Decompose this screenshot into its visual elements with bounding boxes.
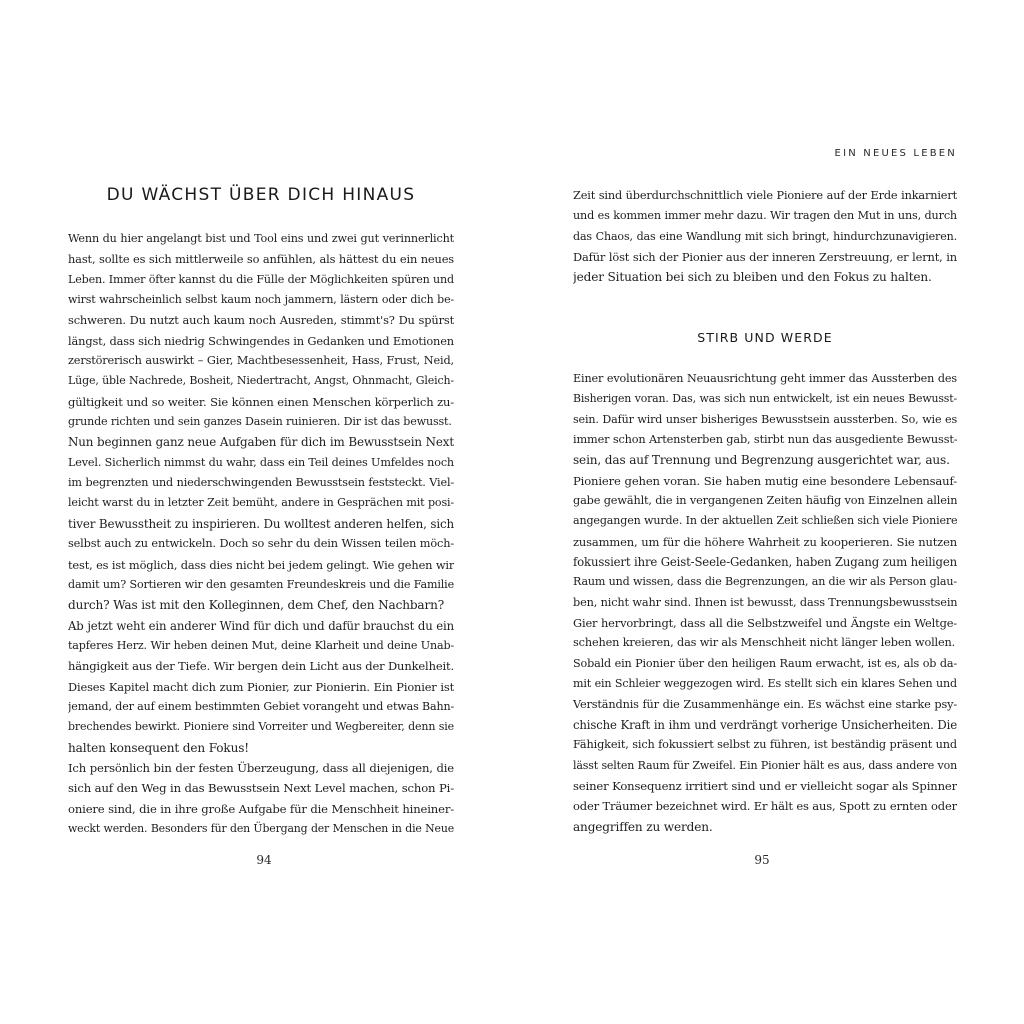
text-line: zusammen, um für die höhere Wahrheit zu kooperieren. Sie nutzen	[573, 534, 957, 549]
text-line: jeder Situation bei sich zu bleiben und den Fokus zu halten.	[573, 270, 932, 285]
text-line: fokussiert ihre Geist-Seele-Gedanken, haben Zugang zum heiligen	[573, 555, 957, 570]
text-line: Bisherigen voran. Das, was sich nun entwickelt, ist ein neues Bewusst-	[573, 392, 957, 406]
text-line: test, es ist möglich, dass dies nicht bei jedem gelingt. Wie gehen wir	[68, 557, 454, 572]
text-line: oder Träumer bezeichnet wird. Er hält es aus, Spott zu ernten oder	[573, 799, 957, 814]
chapter-title: DU WÄCHST ÜBER DICH HINAUS	[106, 185, 416, 205]
text-line: lässt selten Raum für Zweifel. Ein Pionier hält es aus, dass andere von	[573, 758, 957, 772]
page-number-right: 95	[754, 853, 770, 867]
text-line: mit ein Schleier weggezogen wird. Es stellt sich ein klares Sehen und	[573, 677, 957, 691]
text-line: Raum und wissen, dass die Begrenzungen, an die wir als Person glau-	[573, 575, 957, 589]
text-line: hängigkeit aus der Tiefe. Wir bergen dein Licht aus der Dunkelheit.	[68, 659, 454, 674]
text-line: grunde richten und sein ganzes Dasein ruinieren. Dir ist das bewusst.	[68, 415, 452, 429]
text-line: weckt werden. Besonders für den Übergang der Menschen in die Neue	[68, 821, 454, 835]
text-line: seiner Konsequenz irritiert sind und er vielleicht sogar als Spinner	[573, 778, 957, 793]
text-line: Verständnis für die Zusammenhänge ein. Es wächst eine starke psy-	[573, 697, 957, 711]
running-header: EIN NEUES LEBEN	[834, 148, 957, 159]
text-line: Ich persönlich bin der festen Überzeugung, dass all diejenigen, die	[68, 760, 454, 775]
text-line: im begrenzten und niederschwingenden Bewusstsein feststeckt. Viel-	[68, 476, 454, 490]
text-line: selbst auch zu entwickeln. Doch so sehr du dein Wissen teilen möch-	[68, 537, 454, 551]
text-line: Level. Sicherlich nimmst du wahr, dass ein Teil deines Umfeldes noch	[68, 455, 454, 469]
text-line: Fähigkeit, sich fokussiert selbst zu führen, ist beständig präsent und	[573, 738, 957, 752]
text-line: schehen kreieren, das wir als Menschheit nicht länger leben wollen.	[573, 636, 956, 650]
text-line: schweren. Du nutzt auch kaum noch Ausreden, stimmt's? Du spürst	[68, 313, 454, 328]
text-line: Zeit sind überdurchschnittlich viele Pioniere auf der Erde inkarniert	[573, 189, 957, 202]
right-body-text-top	[573, 186, 957, 288]
text-line: Einer evolutionären Neuausrichtung geht immer das Aussterben des	[573, 372, 957, 385]
text-line: Ab jetzt weht ein anderer Wind für dich und dafür brauchst du ein	[68, 618, 454, 633]
text-line: halten konsequent den Fokus!	[68, 740, 249, 755]
text-line: Gier hervorbringt, dass all die Selbstzweifel und Ängste ein Weltge-	[573, 616, 957, 631]
text-line: Nun beginnen ganz neue Aufgaben für dich im Bewusstsein Next	[68, 435, 454, 450]
text-line: jemand, der auf einem bestimmten Gebiet vorangeht und etwas Bahn-	[68, 699, 454, 713]
text-line: durch? Was ist mit den Kolleginnen, dem Chef, den Nachbarn?	[68, 598, 445, 613]
text-line: immer schon Artensterben gab, stirbt nun das ausgediente Bewusst-	[573, 433, 957, 447]
text-line: sich auf den Weg in das Bewusstsein Next Level machen, schon Pi-	[68, 781, 454, 796]
text-line: Pioniere gehen voran. Sie haben mutig eine besondere Lebensauf-	[573, 473, 957, 488]
text-line: das Chaos, das eine Wandlung mit sich bringt, hindurchzunavigieren.	[573, 229, 957, 243]
text-line: tapferes Herz. Wir heben deinen Mut, deine Klarheit und deine Unab-	[68, 638, 454, 652]
text-line: angegangen wurde. In der aktuellen Zeit schließen sich viele Pioniere	[573, 514, 957, 528]
text-line: oniere sind, die in ihre große Aufgabe für die Menschheit hineiner-	[68, 801, 454, 816]
section-title: STIRB UND WERDE	[697, 330, 833, 345]
text-line: Dafür löst sich der Pionier aus der inneren Zerstreuung, er lernt, in	[573, 250, 957, 265]
text-line: angegriffen zu werden.	[573, 819, 713, 834]
text-line: tiver Bewusstheit zu inspirieren. Du wolltest anderen helfen, sich	[68, 516, 454, 531]
left-body-text	[68, 229, 454, 839]
right-body-text-bottom	[573, 369, 957, 837]
text-line: gabe gewählt, die in vergangenen Zeiten häufig von Einzelnen allein	[573, 494, 957, 508]
text-line: Wenn du hier angelangt bist und Tool eins und zwei gut verinnerlicht	[68, 232, 454, 245]
text-line: ben, nicht wahr sind. Ihnen ist bewusst, dass Trennungsbewusstsein	[573, 595, 957, 609]
text-line: Dieses Kapitel macht dich zum Pionier, zur Pionierin. Ein Pionier ist	[68, 679, 454, 694]
text-line: und es kommen immer mehr dazu. Wir tragen den Mut in uns, durch	[573, 209, 957, 223]
text-line: sein. Dafür wird unser bisheriges Bewusstsein aussterben. So, wie es	[573, 412, 957, 426]
text-line: längst, dass sich niedrig Schwingendes in Gedanken und Emotionen	[68, 333, 454, 348]
text-line: gültigkeit und so weiter. Sie können einen Menschen körperlich zu-	[68, 394, 454, 409]
text-line: damit um? Sortieren wir den gesamten Freundeskreis und die Familie	[68, 577, 454, 591]
text-line: Leben. Immer öfter kannst du die Fülle der Möglichkeiten spüren und	[68, 272, 454, 286]
text-line: zerstörerisch auswirkt – Gier, Machtbesessenheit, Hass, Frust, Neid,	[68, 354, 454, 368]
text-line: leicht warst du in letzter Zeit bemüht, andere in Gesprächen mit posi-	[68, 496, 454, 510]
text-line: brechendes bewirkt. Pioniere sind Vorreiter und Wegbereiter, denn sie	[68, 720, 454, 734]
page-number-left: 94	[256, 853, 272, 867]
text-line: wirst wahrscheinlich selbst kaum noch jammern, lästern oder dich be-	[68, 293, 454, 307]
right-page	[512, 0, 1024, 1024]
text-line: Sobald ein Pionier über den heiligen Raum erwacht, ist es, als ob da-	[573, 656, 957, 670]
text-line: chische Kraft in ihm und verdrängt vorherige Unsicherheiten. Die	[573, 717, 957, 732]
text-line: sein, das auf Trennung und Begrenzung ausgerichtet war, aus.	[573, 453, 950, 468]
text-line: hast, sollte es sich mittlerweile so anfühlen, als hättest du ein neues	[68, 252, 454, 267]
text-line: Lüge, üble Nachrede, Bosheit, Niedertracht, Angst, Ohnmacht, Gleich-	[68, 374, 454, 388]
